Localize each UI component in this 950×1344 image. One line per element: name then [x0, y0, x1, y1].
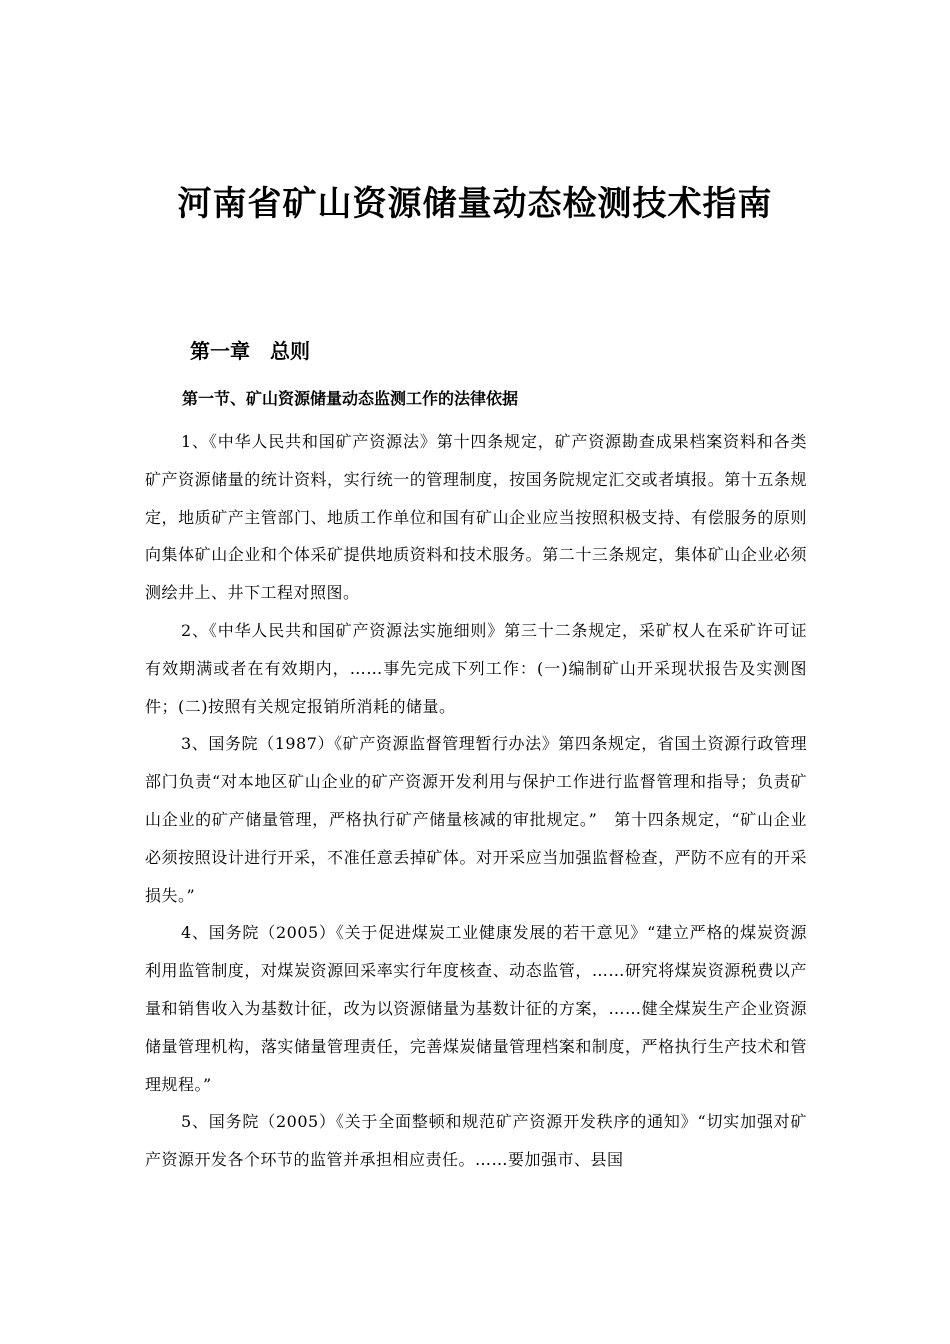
paragraph-3: 3、国务院（1987）《矿产资源监督管理暂行办法》第四条规定，省国土资源行政管理部门负责“对本地区矿山企业的矿产资源开发利用与保护工作进行监督管理和指导；负责矿山企业的矿产储量管理，严格执行矿产储量核减的审批规定。” 第十四条规定，“矿山企业必须按照设计进行开采，不准任意丢掉矿体。对开采应当加强监督检查，严防不应有的开采损失。”: [145, 734, 807, 905]
section-heading: 第一节、矿山资源储量动态监测工作的法律依据: [182, 389, 519, 408]
document-title: 河南省矿山资源储量动态检测技术指南: [177, 184, 773, 224]
chapter-heading: 第一章 总则: [190, 339, 310, 363]
paragraph-5: 5、国务院（2005）《关于全面整顿和规范矿产资源开发秩序的通知》“切实加强对矿产资源开发各个环节的监管并承担相应责任。……要加强市、县国: [145, 1112, 807, 1170]
paragraph-4: 4、国务院（2005）《关于促进煤炭工业健康发展的若干意见》“建立严格的煤炭资源利用监管制度，对煤炭资源回采率实行年度核查、动态监管，……研究将煤炭资源税费以产量和销售收入为基数计征，改为以资源储量为基数计征的方案，……健全煤炭生产企业资源储量管理机构，落实储量管理责任，完善煤炭储量管理档案和制度，严格执行生产技术和管理规程。”: [145, 923, 807, 1094]
paragraph-2: 2、《中华人民共和国矿产资源法实施细则》第三十二条规定，采矿权人在采矿许可证有效期满或者在有效期内，……事先完成下列工作：(一)编制矿山开采现状报告及实测图件；(二)按照有关规定报销所消耗的储量。: [145, 620, 807, 716]
paragraph-1: 1、《中华人民共和国矿产资源法》第十四条规定，矿产资源勘查成果档案资料和各类矿产资源储量的统计资料，实行统一的管理制度，按国务院规定汇交或者填报。第十五条规定，地质矿产主管部门、地质工作单位和国有矿山企业应当按照积极支持、有偿服务的原则向集体矿山企业和个体采矿提供地质资料和技术服务。第二十三条规定，集体矿山企业必须测绘井上、井下工程对照图。: [145, 432, 807, 603]
document-body: [145, 423, 807, 1179]
